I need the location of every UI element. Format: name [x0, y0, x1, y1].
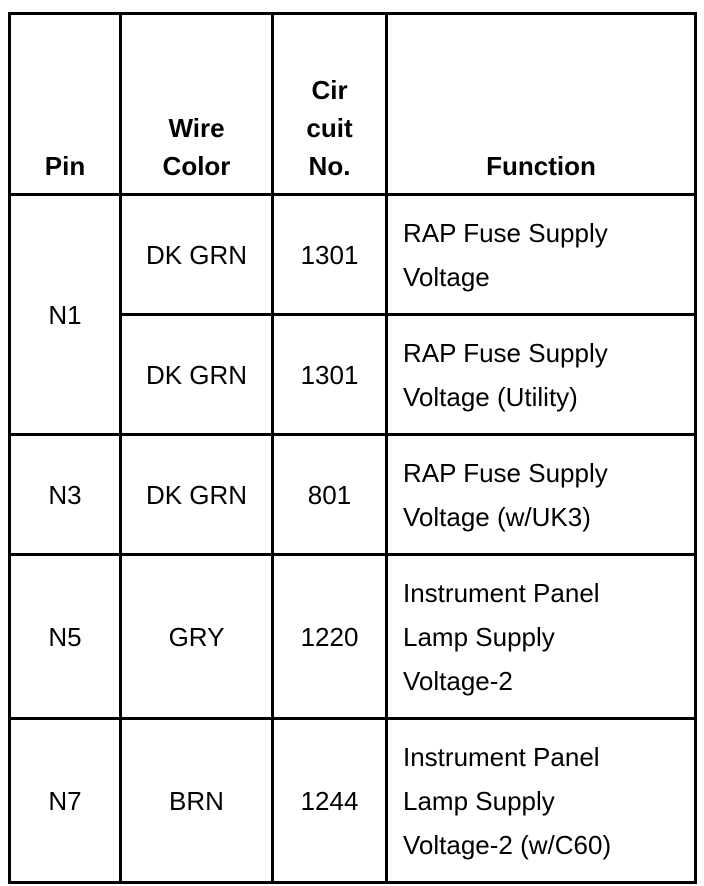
function-cell: RAP Fuse Supply Voltage (Utility) — [387, 315, 696, 435]
header-wire-color: Wire Color — [121, 14, 273, 195]
pin-cell: N7 — [10, 719, 121, 883]
table-row — [10, 435, 696, 555]
connector-pinout-table — [8, 12, 697, 884]
wire-color-cell: DK GRN — [121, 195, 273, 315]
header-pin: Pin — [10, 14, 121, 195]
circuit-cell: 1244 — [273, 719, 387, 883]
wire-color-cell: DK GRN — [121, 435, 273, 555]
function-cell: Instrument Panel Lamp Supply Voltage-2 — [387, 555, 696, 719]
function-cell: Instrument Panel Lamp Supply Voltage-2 (w/C60) — [387, 719, 696, 883]
circuit-cell: 1220 — [273, 555, 387, 719]
header-circuit-no: Cir cuit No. — [273, 14, 387, 195]
wire-color-cell: DK GRN — [121, 315, 273, 435]
circuit-cell: 1301 — [273, 315, 387, 435]
table-header-row — [10, 14, 696, 195]
function-cell: RAP Fuse Supply Voltage (w/UK3) — [387, 435, 696, 555]
header-function: Function — [387, 14, 696, 195]
pin-cell: N1 — [10, 195, 121, 435]
function-cell: RAP Fuse Supply Voltage — [387, 195, 696, 315]
pin-cell: N3 — [10, 435, 121, 555]
circuit-cell: 801 — [273, 435, 387, 555]
table-row — [10, 719, 696, 883]
table-row — [10, 195, 696, 315]
pin-cell: N5 — [10, 555, 121, 719]
wire-color-cell: BRN — [121, 719, 273, 883]
wire-color-cell: GRY — [121, 555, 273, 719]
table-row — [10, 555, 696, 719]
circuit-cell: 1301 — [273, 195, 387, 315]
